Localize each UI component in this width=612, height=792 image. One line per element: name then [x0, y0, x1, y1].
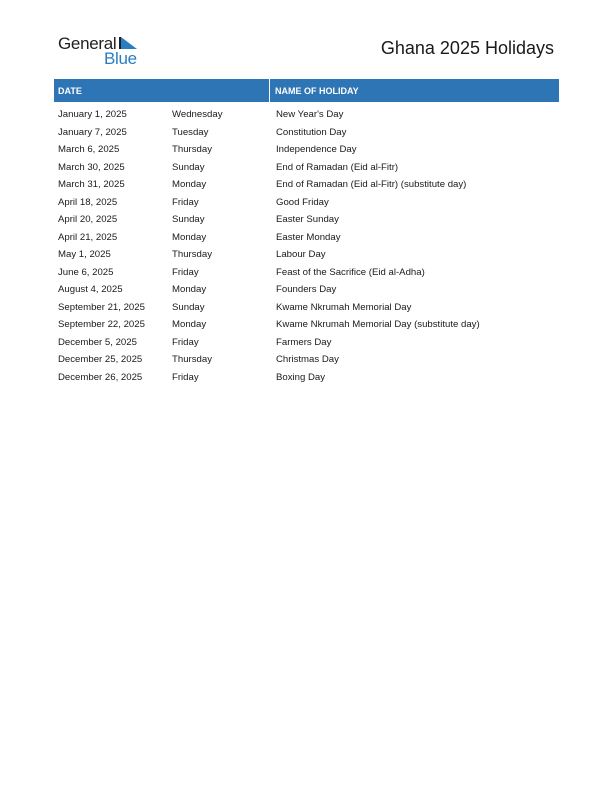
table-row — [54, 351, 559, 369]
holiday-date: December 25, 2025 — [58, 354, 143, 366]
table-row — [54, 211, 559, 229]
holiday-name: Labour Day — [276, 249, 326, 261]
page-title: Ghana 2025 Holidays — [380, 38, 554, 58]
logo-text-blue: Blue — [104, 49, 137, 68]
holiday-weekday: Friday — [172, 266, 199, 278]
holiday-name: Constitution Day — [276, 126, 347, 138]
holiday-name: End of Ramadan (Eid al-Fitr) — [276, 161, 399, 173]
holiday-weekday: Sunday — [172, 301, 205, 313]
holiday-weekday: Sunday — [172, 161, 205, 173]
table-row — [54, 194, 559, 212]
table-row — [54, 124, 559, 142]
holiday-name: Easter Monday — [276, 231, 341, 243]
holiday-weekday: Friday — [172, 196, 199, 208]
table-row — [54, 369, 559, 387]
holiday-name: Kwame Nkrumah Memorial Day — [276, 301, 412, 313]
holiday-weekday: Wednesday — [172, 109, 223, 121]
holiday-date: April 18, 2025 — [58, 196, 118, 208]
holiday-name: End of Ramadan (Eid al-Fitr) (substitute day) — [276, 179, 467, 191]
holiday-date: March 31, 2025 — [58, 179, 125, 191]
holiday-date: June 6, 2025 — [58, 266, 114, 278]
holiday-weekday: Friday — [172, 371, 199, 383]
holiday-name: Kwame Nkrumah Memorial Day (substitute day) — [276, 319, 480, 331]
holiday-weekday: Monday — [172, 319, 207, 331]
table-row — [54, 176, 559, 194]
holiday-date: December 5, 2025 — [58, 336, 137, 348]
holiday-name: Good Friday — [276, 196, 329, 208]
column-header-date: DATE — [54, 79, 270, 102]
holiday-weekday: Sunday — [172, 214, 205, 226]
holiday-date: September 21, 2025 — [58, 301, 145, 313]
holiday-name: Easter Sunday — [276, 214, 339, 226]
holiday-weekday: Tuesday — [172, 126, 209, 138]
holiday-weekday: Friday — [172, 336, 199, 348]
table-row — [54, 106, 559, 124]
table-row — [54, 334, 559, 352]
holiday-name: Christmas Day — [276, 354, 339, 366]
holiday-table — [54, 79, 559, 386]
holiday-date: April 20, 2025 — [58, 214, 118, 226]
holiday-date: May 1, 2025 — [58, 249, 111, 261]
holiday-weekday: Thursday — [172, 144, 212, 156]
holiday-date: March 6, 2025 — [58, 144, 120, 156]
logo-text-general: General — [58, 34, 117, 53]
table-row — [54, 281, 559, 299]
holiday-weekday: Monday — [172, 179, 207, 191]
holiday-date: August 4, 2025 — [58, 284, 123, 296]
table-row — [54, 264, 559, 282]
holiday-name: Feast of the Sacrifice (Eid al-Adha) — [276, 266, 425, 278]
holiday-name: Founders Day — [276, 284, 337, 296]
table-row — [54, 141, 559, 159]
holiday-date: January 1, 2025 — [58, 109, 127, 121]
table-row — [54, 246, 559, 264]
holiday-weekday: Monday — [172, 284, 207, 296]
holiday-weekday: Thursday — [172, 354, 212, 366]
holiday-date: September 22, 2025 — [58, 319, 145, 331]
holiday-name: Independence Day — [276, 144, 357, 156]
holiday-name: New Year's Day — [276, 109, 344, 121]
holiday-weekday: Thursday — [172, 249, 212, 261]
holiday-date: January 7, 2025 — [58, 126, 127, 138]
table-header — [54, 79, 559, 102]
holiday-date: March 30, 2025 — [58, 161, 125, 173]
table-row — [54, 159, 559, 177]
holiday-date: April 21, 2025 — [58, 231, 118, 243]
generalblue-logo — [58, 34, 148, 68]
holiday-name: Farmers Day — [276, 336, 332, 348]
holiday-date: December 26, 2025 — [58, 371, 143, 383]
table-row — [54, 229, 559, 247]
holiday-name: Boxing Day — [276, 371, 326, 383]
column-header-name: NAME OF HOLIDAY — [275, 85, 359, 96]
table-row — [54, 299, 559, 317]
holiday-weekday: Monday — [172, 231, 207, 243]
table-body — [54, 106, 559, 386]
table-row — [54, 316, 559, 334]
